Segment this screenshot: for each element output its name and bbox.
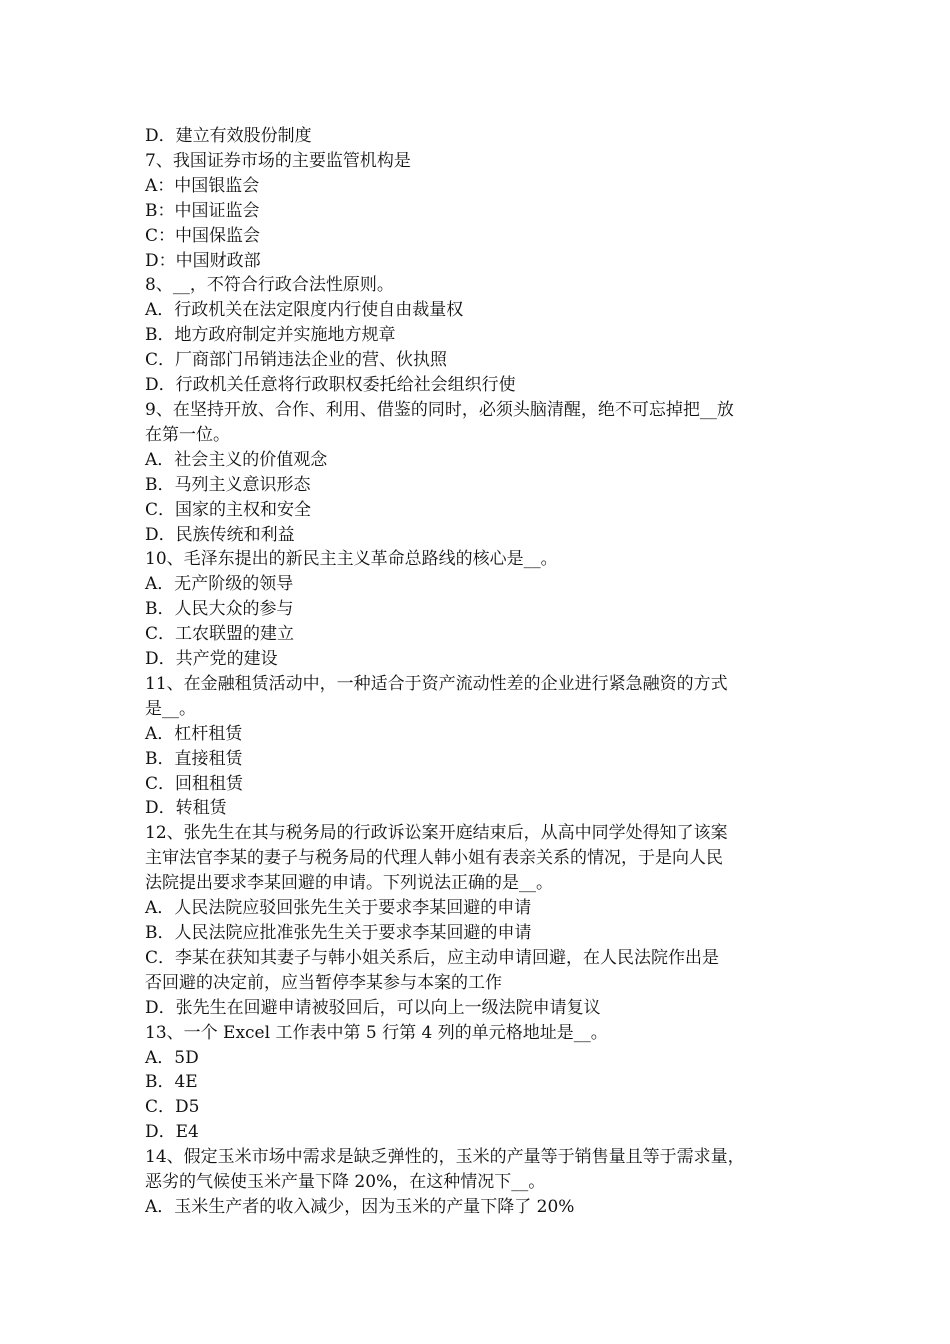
option-c-q7: C：中国保监会 (145, 225, 261, 246)
option-d-q10: D．共产党的建设 (145, 649, 278, 670)
question-14-line-2: 恶劣的气候使玉米产量下降 20%，在这种情况下__。 (145, 1172, 546, 1193)
option-d-q9: D．民族传统和利益 (145, 524, 295, 545)
question-11-line-1: 11、在金融租赁活动中，一种适合于资产流动性差的企业进行紧急融资的方式 (145, 673, 728, 694)
question-13: 13、一个 Excel 工作表中第 5 行第 4 列的单元格地址是__。 (145, 1022, 608, 1043)
option-d-q13: D．E4 (145, 1122, 199, 1143)
question-10: 10、毛泽东提出的新民主主义革命总路线的核心是__。 (145, 549, 558, 570)
option-d-q7: D：中国财政部 (145, 250, 261, 271)
question-14-line-1: 14、假定玉米市场中需求是缺乏弹性的，玉米的产量等于销售量且等于需求量， (145, 1147, 745, 1168)
document-body (145, 124, 825, 1220)
option-a-q7: A：中国银监会 (145, 175, 260, 196)
question-12-line-1: 12、张先生在其与税务局的行政诉讼案开庭结束后，从高中同学处得知了该案 (145, 823, 728, 844)
option-c-q12-line-2: 否回避的决定前，应当暂停李某参与本案的工作 (145, 972, 502, 993)
option-b-q8: B．地方政府制定并实施地方规章 (145, 325, 396, 346)
option-c-q9: C．国家的主权和安全 (145, 499, 312, 520)
option-a-q8: A．行政机关在法定限度内行使自由裁量权 (145, 300, 464, 321)
option-a-q9: A．社会主义的价值观念 (145, 449, 328, 470)
option-a-q12: A．人民法院应驳回张先生关于要求李某回避的申请 (145, 898, 532, 919)
option-d-q11: D．转租赁 (145, 798, 227, 819)
option-b-q9: B．马列主义意识形态 (145, 474, 311, 495)
option-b-q11: B．直接租赁 (145, 748, 243, 769)
option-b-q12: B．人民法院应批准张先生关于要求李某回避的申请 (145, 923, 532, 943)
question-12-line-3: 法院提出要求李某回避的申请。下列说法正确的是__。 (145, 873, 553, 894)
question-7: 7、我国证券市场的主要监管机构是 (145, 150, 411, 171)
option-c-q8: C．厂商部门吊销违法企业的营、伙执照 (145, 350, 448, 371)
question-9-line-2: 在第一位。 (145, 424, 230, 445)
option-d-q6: D．建立有效股份制度 (145, 126, 312, 146)
option-a-q11: A．杠杆租赁 (145, 723, 243, 744)
option-c-q13: C．D5 (145, 1097, 200, 1118)
option-b-q10: B．人民大众的参与 (145, 599, 294, 620)
option-b-q7: B：中国证监会 (145, 200, 260, 221)
option-b-q13: B．4E (145, 1072, 198, 1093)
question-12-line-2: 主审法官李某的妻子与税务局的代理人韩小姐有表亲关系的情况，于是向人民 (145, 848, 723, 869)
question-9-line-1: 9、在坚持开放、合作、利用、借鉴的同时，必须头脑清醒，绝不可忘掉把__放 (145, 399, 734, 420)
option-a-q14: A．玉米生产者的收入减少，因为玉米的产量下降了 20% (145, 1196, 575, 1217)
option-a-q13: A．5D (145, 1047, 199, 1068)
question-11-line-2: 是__。 (145, 698, 196, 719)
option-a-q10: A．无产阶级的领导 (145, 574, 294, 595)
option-d-q12: D．张先生在回避申请被驳回后，可以向上一级法院申请复议 (145, 997, 601, 1018)
option-d-q8: D．行政机关任意将行政职权委托给社会组织行使 (145, 375, 516, 396)
option-c-q12-line-1: C．李某在获知其妻子与韩小姐关系后，应主动申请回避，在人民法院作出是 (145, 947, 720, 968)
option-c-q10: C．工农联盟的建立 (145, 624, 295, 645)
question-8: 8、__，不符合行政合法性原则。 (145, 275, 394, 296)
option-c-q11: C．回租租赁 (145, 773, 244, 794)
